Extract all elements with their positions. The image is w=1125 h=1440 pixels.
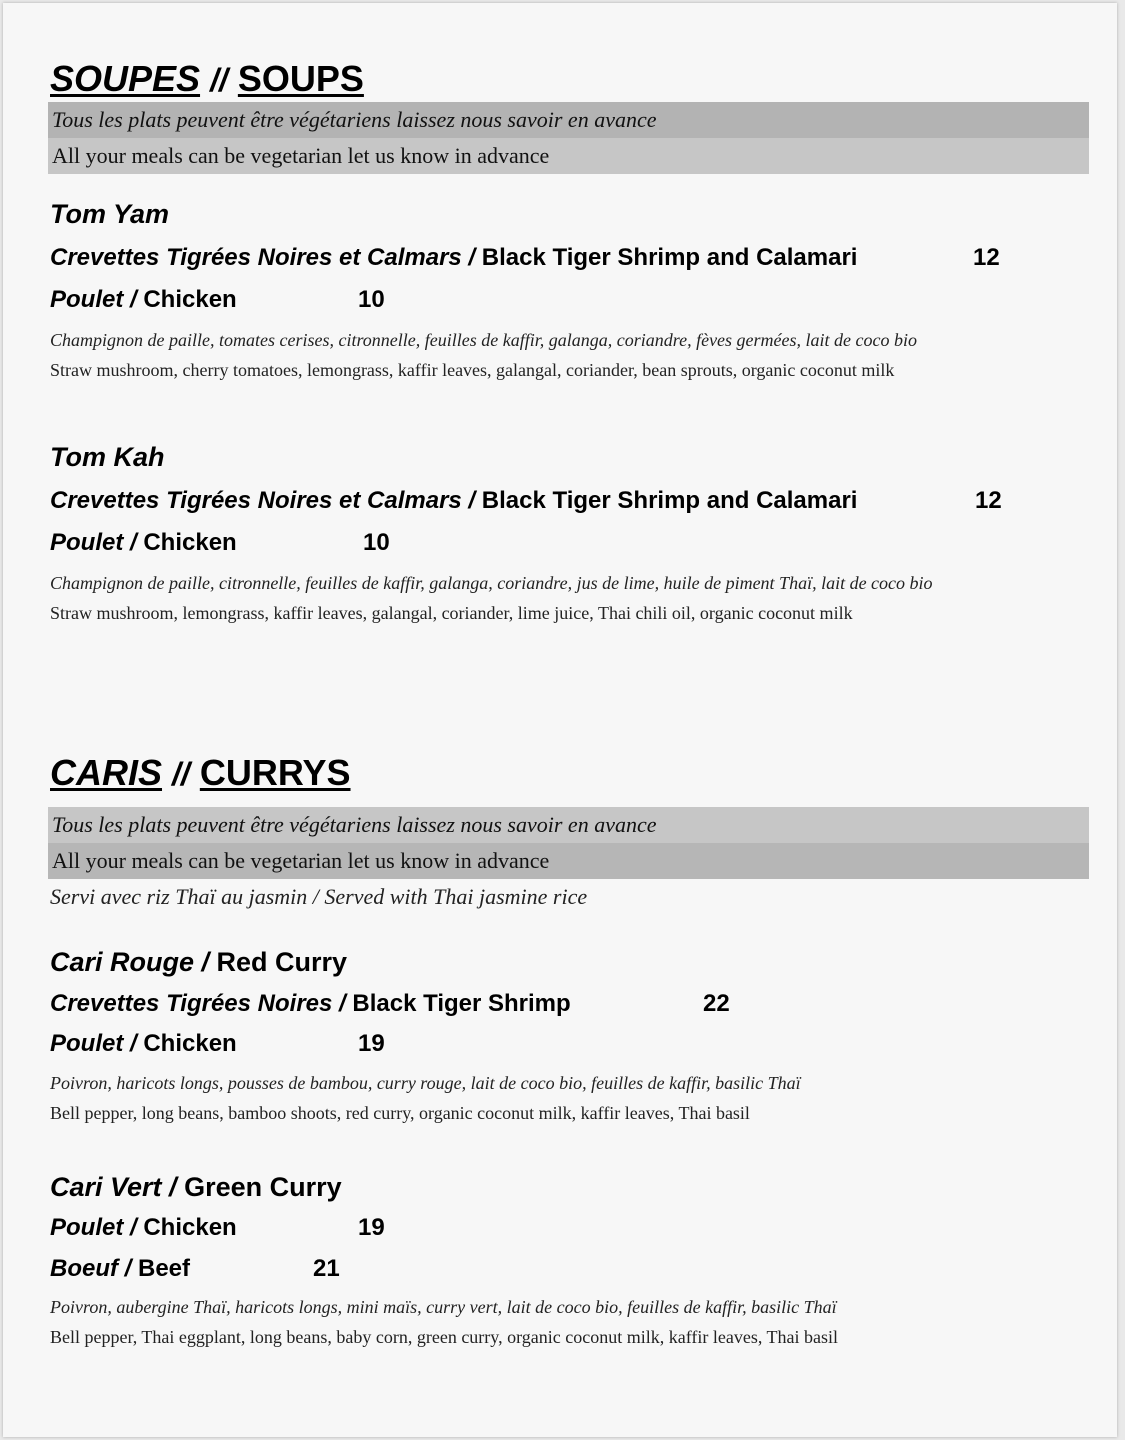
dish-option: Poulet / Chicken: [50, 529, 237, 556]
curries-heading-separator: //: [172, 756, 190, 792]
curries-heading-en: CURRYS: [199, 752, 351, 793]
dish-name: Tom Kah: [50, 442, 165, 472]
soups-heading-en: SOUPS: [237, 58, 364, 99]
dish-name: Cari Vert / Green Curry: [50, 1172, 342, 1202]
dish-option: Crevettes Tigrées Noires et Calmars / Black Tiger Shrimp and Calamari: [50, 487, 858, 514]
curries-heading: [50, 753, 351, 794]
ingredients-en: Bell pepper, Thai eggplant, long beans, baby corn, green curry, organic coconut milk, kaffir leaves, Thai basil: [50, 1327, 839, 1347]
soups-vegetarian-note-en: All your meals can be vegetarian let us know in advance: [48, 138, 1089, 174]
dish-price: 10: [358, 286, 385, 313]
curries-vegetarian-note-en: All your meals can be vegetarian let us know in advance: [48, 843, 1089, 879]
ingredients-fr: Poivron, haricots longs, pousses de bambou, curry rouge, lait de coco bio, feuilles de kaffir, basilic Thaï: [50, 1073, 801, 1093]
dish-option: Crevettes Tigrées Noires et Calmars / Black Tiger Shrimp and Calamari: [50, 244, 858, 271]
dish-name: Cari Rouge / Red Curry: [50, 947, 348, 977]
ingredients-en: Straw mushroom, cherry tomatoes, lemongrass, kaffir leaves, galangal, coriander, bean sprouts, organic coconut milk: [50, 360, 895, 380]
dish-option: Boeuf / Beef: [50, 1255, 191, 1282]
soups-heading-separator: //: [210, 62, 228, 98]
ingredients-en: Straw mushroom, lemongrass, kaffir leaves, galangal, coriander, lime juice, Thai chili oil, organic coconut milk: [50, 603, 853, 623]
menu-page: [3, 3, 1117, 1437]
ingredients-fr: Poivron, aubergine Thaï, haricots longs, mini maïs, curry vert, lait de coco bio, feuilles de kaffir, basilic Thaï: [50, 1297, 837, 1317]
served-with-rice-note: Servi avec riz Thaï au jasmin / Served with Thai jasmine rice: [50, 884, 588, 909]
dish-price: 12: [975, 487, 1002, 514]
ingredients-fr: Champignon de paille, tomates cerises, citronnelle, feuilles de kaffir, galanga, coriandre, fèves germées, lait de coco bio: [50, 330, 917, 350]
dish-option: Poulet / Chicken: [50, 1030, 237, 1057]
dish-price: 12: [973, 244, 1000, 271]
soups-heading-fr: SOUPES: [50, 58, 201, 99]
dish-option: Poulet / Chicken: [50, 286, 237, 313]
ingredients-en: Bell pepper, long beans, bamboo shoots, red curry, organic coconut milk, kaffir leaves, Thai basil: [50, 1103, 750, 1123]
dish-price: 19: [358, 1214, 385, 1241]
curries-vegetarian-note-fr: Tous les plats peuvent être végétariens laissez nous savoir en avance: [48, 807, 1089, 843]
dish-option: Poulet / Chicken: [50, 1214, 237, 1241]
dish-price: 21: [313, 1255, 340, 1282]
dish-price: 22: [703, 990, 730, 1017]
curries-heading-fr: CARIS: [50, 752, 163, 793]
dish-name: Tom Yam: [50, 199, 170, 229]
soups-vegetarian-note-fr: Tous les plats peuvent être végétariens laissez nous savoir en avance: [48, 102, 1089, 138]
ingredients-fr: Champignon de paille, citronnelle, feuilles de kaffir, galanga, coriandre, jus de lime, huile de piment Thaï, lait de coco bio: [50, 573, 933, 593]
dish-price: 19: [358, 1030, 385, 1057]
dish-price: 10: [363, 529, 390, 556]
dish-option: Crevettes Tigrées Noires / Black Tiger Shrimp: [50, 990, 571, 1017]
soups-heading: [50, 59, 364, 100]
